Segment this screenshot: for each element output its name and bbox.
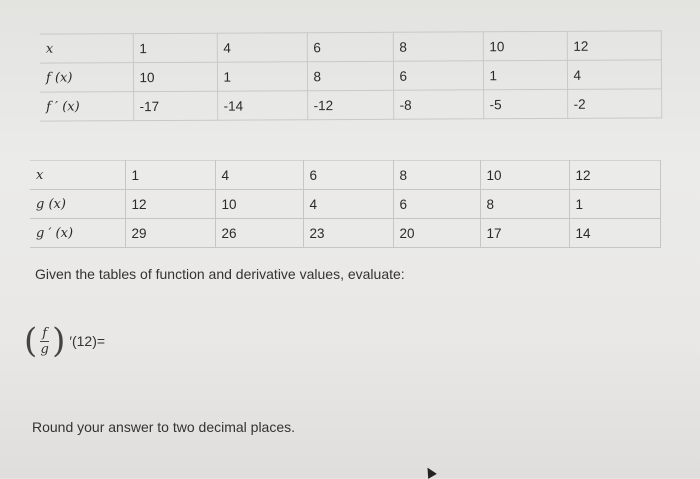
row-label: g ′ (x): [30, 219, 125, 248]
table-cell: 10: [215, 190, 303, 219]
table-cell: 12: [125, 190, 215, 219]
table-row: [40, 31, 661, 63]
table-cell: -5: [483, 89, 567, 118]
table-cell: 20: [393, 219, 480, 248]
quotient-derivative-expression: [24, 321, 106, 361]
table-cell: 4: [215, 161, 303, 190]
fraction: [40, 326, 49, 357]
table-cell: -12: [307, 90, 393, 119]
table-cell: -17: [133, 91, 217, 120]
table-cell: 4: [567, 60, 661, 89]
table-row: [30, 219, 660, 248]
table-cell: 12: [567, 31, 661, 60]
row-label: f ′ (x): [40, 92, 133, 121]
right-paren: ): [52, 321, 66, 361]
function-table-g: [30, 160, 661, 248]
table-row: [30, 161, 660, 190]
table-cell: 1: [217, 62, 307, 91]
question-prompt: Given the tables of function and derivative values, evaluate:: [35, 266, 405, 282]
table-cell: 17: [480, 219, 569, 248]
table-cell: 12: [569, 161, 660, 190]
table-cell: 10: [480, 161, 569, 190]
row-label: g (x): [30, 190, 125, 219]
table-cell: 4: [303, 190, 393, 219]
table-cell: 8: [480, 190, 569, 219]
table-cell: 1: [125, 161, 215, 190]
table-cell: 10: [483, 31, 567, 60]
table-cell: 6: [393, 61, 483, 90]
table-cell: 1: [133, 33, 217, 62]
table-cell: 4: [217, 33, 307, 62]
mouse-cursor-icon: [423, 465, 437, 479]
table-cell: 8: [393, 32, 483, 61]
table-cell: 6: [393, 190, 480, 219]
table-cell: 8: [393, 161, 480, 190]
table-cell: -14: [217, 91, 307, 120]
table-row: [40, 89, 661, 121]
row-label: x: [40, 34, 133, 63]
table-cell: 6: [303, 161, 393, 190]
table-cell: -8: [393, 90, 483, 119]
table-row: [30, 190, 660, 219]
fraction-numerator: f: [42, 325, 48, 341]
row-label: f (x): [40, 63, 133, 92]
fraction-denominator: g: [40, 341, 49, 357]
table-cell: 6: [307, 32, 393, 61]
table-cell: 26: [215, 219, 303, 248]
table-cell: 1: [483, 60, 567, 89]
table-row: [40, 60, 661, 92]
left-paren: (: [24, 321, 38, 361]
function-table-f: [40, 30, 662, 121]
rounding-instruction: Round your answer to two decimal places.: [32, 419, 296, 435]
table-cell: 1: [569, 190, 660, 219]
table-cell: 23: [303, 219, 393, 248]
table-cell: 29: [125, 219, 215, 248]
expression-suffix: ′(12)=: [69, 333, 106, 349]
table-cell: 8: [307, 61, 393, 90]
table-cell: 10: [133, 62, 217, 91]
table-cell: -2: [567, 89, 661, 118]
table-cell: 14: [569, 219, 660, 248]
row-label: x: [30, 161, 125, 190]
